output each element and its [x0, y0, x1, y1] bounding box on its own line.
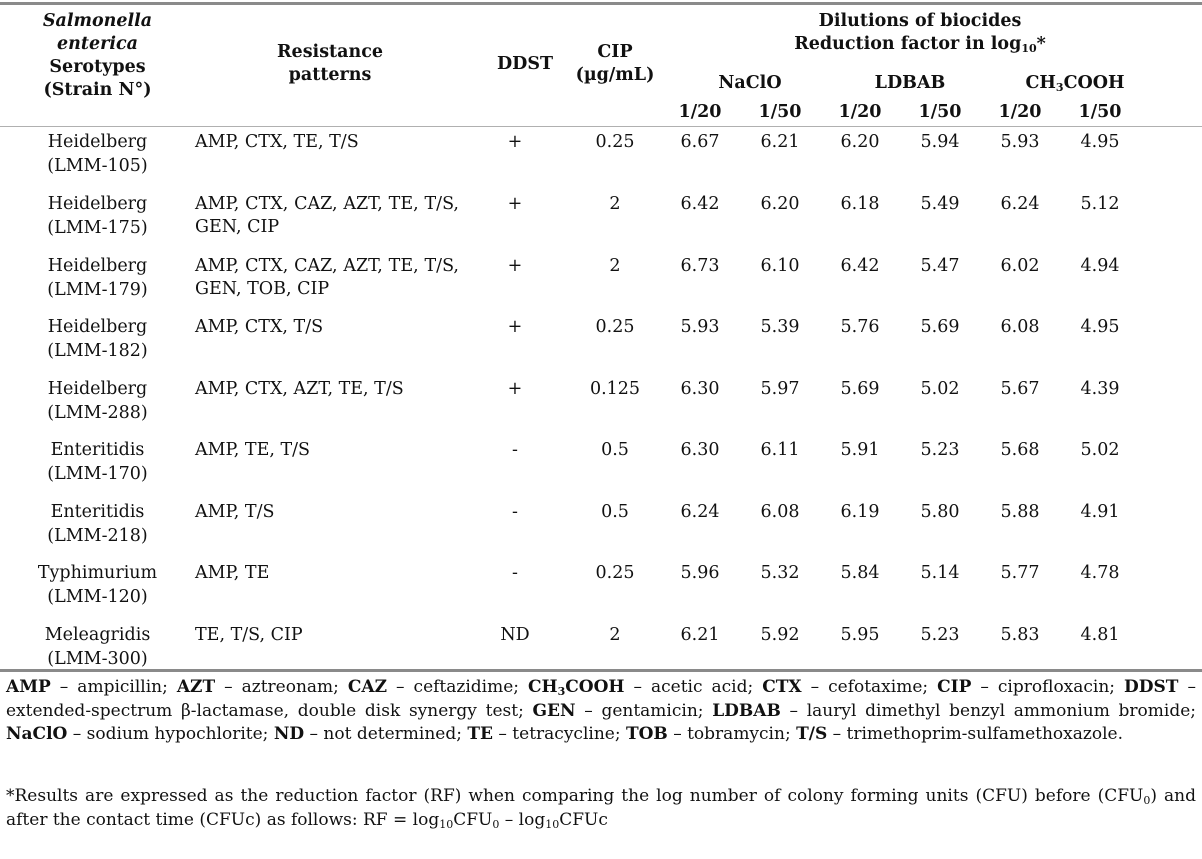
row-resistance-pattern: AMP, CTX, AZT, TE, T/S: [195, 379, 404, 399]
row-cip: 0.5: [601, 502, 629, 522]
row-reduction-value: 6.67: [680, 132, 720, 152]
row-ddst: ND: [500, 625, 530, 645]
row-reduction-value: 4.78: [1080, 563, 1120, 583]
row-reduction-value: 6.02: [1000, 256, 1040, 276]
abbreviation-definition: – gentamicin;: [575, 700, 713, 721]
row-reduction-value: 5.02: [1080, 440, 1120, 460]
biocide-header-ldbab: LDBAB: [874, 73, 946, 93]
col-header-ddst: DDST: [496, 54, 553, 74]
abbreviation-term: ND: [273, 724, 305, 744]
dilution-header: 1/50: [758, 102, 802, 122]
abbreviation-definition: – extended-spectrum β-lactamase, double disk synergy test;: [6, 677, 1196, 721]
abbreviation-definition: – tobramycin;: [667, 724, 797, 744]
row-serotype: Typhimurium: [37, 563, 158, 583]
row-resistance-pattern: AMP, T/S: [195, 502, 275, 522]
row-reduction-value: 5.23: [920, 625, 960, 645]
row-reduction-value: 5.49: [920, 194, 960, 214]
col-header-patterns: patterns: [288, 65, 372, 85]
col-header-strain: (Strain N°): [43, 80, 152, 100]
abbreviation-definition: – not determined;: [304, 724, 468, 744]
row-reduction-value: 4.81: [1080, 625, 1120, 645]
row-reduction-value: 5.84: [840, 563, 880, 583]
row-reduction-value: 5.93: [680, 317, 720, 337]
row-reduction-value: 5.96: [680, 563, 720, 583]
dilution-header: 1/20: [838, 102, 882, 122]
abbreviation-definition: – tetracycline;: [493, 724, 626, 744]
abbreviation-definition: – trimethoprim-sulfamethoxazole.: [827, 724, 1123, 744]
row-ddst: +: [507, 256, 523, 276]
table-bottom-rule: [0, 669, 1202, 672]
row-reduction-value: 5.67: [1000, 379, 1040, 399]
biocide-header-acetic: $CH_3COOH$: [1025, 73, 1125, 94]
abbreviation-definition: – ampicillin;: [50, 677, 177, 697]
row-cip: 0.125: [589, 379, 641, 399]
biocide-header-naclo: NaClO: [718, 73, 782, 93]
row-reduction-value: 5.23: [920, 440, 960, 460]
row-serotype: Meleagridis: [44, 625, 151, 645]
row-reduction-value: 6.42: [840, 256, 880, 276]
group-header-reduction: Reduction factor in $\log_{10}*$: [794, 34, 1046, 55]
row-reduction-value: 6.42: [680, 194, 720, 214]
reduction-factor-note: *Results are expressed as the reduction factor (RF) when comparing the log number of colony forming units (CFU) before $(CFU_0)$ and after the contact time (CFUc) as follows: RF = $\log_{10}CFU_0$ – $\log_{10}CFUc$: [6, 786, 1196, 831]
col-header-species-1: Salmonella: [42, 11, 153, 31]
row-serotype: Heidelberg: [47, 256, 148, 276]
abbreviation-term: T/S: [796, 724, 828, 744]
abbreviation-term: CAZ: [347, 677, 388, 697]
abbreviation-definition: – aztreonam;: [215, 677, 348, 697]
table-top-rule: [0, 2, 1202, 5]
row-cip: 0.25: [595, 132, 635, 152]
row-resistance-pattern: AMP, CTX, TE, T/S: [195, 132, 359, 152]
group-header-dilutions: Dilutions of biocides: [818, 11, 1022, 31]
row-reduction-value: 5.12: [1080, 194, 1120, 214]
row-ddst: +: [507, 194, 523, 214]
abbreviation-term: LDBAB: [712, 700, 781, 721]
row-resistance-pattern: AMP, CTX, CAZ, AZT, TE, T/S, GEN, TOB, CIP: [195, 256, 459, 299]
row-reduction-value: 6.20: [760, 194, 800, 214]
row-reduction-value: 6.08: [760, 502, 800, 522]
dilution-header: 1/50: [918, 102, 962, 122]
row-reduction-value: 5.92: [760, 625, 800, 645]
row-reduction-value: 4.39: [1080, 379, 1120, 399]
row-reduction-value: 5.91: [840, 440, 880, 460]
row-strain: (LMM-120): [47, 587, 148, 607]
abbreviation-term: TE: [467, 724, 493, 744]
row-strain: (LMM-179): [47, 280, 148, 300]
row-reduction-value: 5.32: [760, 563, 800, 583]
row-reduction-value: 5.68: [1000, 440, 1040, 460]
row-reduction-value: 4.95: [1080, 132, 1120, 152]
row-reduction-value: 5.76: [840, 317, 880, 337]
row-serotype: Enteritidis: [50, 440, 145, 460]
abbreviation-term: GEN: [532, 700, 576, 721]
abbreviations-note: [6, 676, 1196, 747]
abbreviation-term: AZT: [176, 677, 216, 697]
row-reduction-value: 6.73: [680, 256, 720, 276]
row-reduction-value: 6.19: [840, 502, 880, 522]
header-bottom-rule: [0, 126, 1202, 127]
row-cip: 2: [609, 256, 621, 276]
row-ddst: -: [512, 502, 518, 522]
row-ddst: +: [507, 132, 523, 152]
row-strain: (LMM-170): [47, 464, 148, 484]
row-reduction-value: 4.91: [1080, 502, 1120, 522]
row-strain: (LMM-300): [47, 649, 148, 669]
row-cip: 2: [609, 194, 621, 214]
abbreviation-definition: – sodium hypochlorite;: [67, 724, 274, 744]
dilution-header: 1/20: [998, 102, 1042, 122]
row-ddst: +: [507, 317, 523, 337]
dilution-header: 1/20: [678, 102, 722, 122]
row-reduction-value: 5.69: [920, 317, 960, 337]
col-header-cip: CIP: [597, 42, 633, 62]
abbreviation-definition: – ceftazidime;: [387, 677, 529, 697]
row-resistance-pattern: AMP, TE: [195, 563, 270, 583]
abbreviation-term: $CH_3COOH$: [528, 677, 625, 698]
row-reduction-value: 6.24: [1000, 194, 1040, 214]
abbreviation-definition: – ciprofloxacin;: [971, 677, 1125, 697]
row-serotype: Heidelberg: [47, 317, 148, 337]
row-serotype: Heidelberg: [47, 379, 148, 399]
abbreviation-term: CTX: [762, 677, 802, 697]
row-reduction-value: 4.94: [1080, 256, 1120, 276]
row-cip: 0.25: [595, 317, 635, 337]
row-strain: (LMM-175): [47, 218, 148, 238]
row-reduction-value: 5.88: [1000, 502, 1040, 522]
row-reduction-value: 6.11: [760, 440, 800, 460]
row-strain: (LMM-105): [47, 156, 148, 176]
row-ddst: +: [507, 379, 523, 399]
row-strain: (LMM-182): [47, 341, 148, 361]
row-reduction-value: 6.21: [760, 132, 800, 152]
row-reduction-value: 6.20: [840, 132, 880, 152]
row-reduction-value: 5.47: [920, 256, 960, 276]
abbreviation-term: AMP: [6, 677, 51, 697]
row-strain: (LMM-288): [47, 403, 148, 423]
row-serotype: Heidelberg: [47, 132, 148, 152]
row-resistance-pattern: AMP, TE, T/S: [195, 440, 311, 460]
col-header-cip-unit: (µg/mL): [575, 65, 655, 85]
row-serotype: Heidelberg: [47, 194, 148, 214]
row-resistance-pattern: AMP, CTX, T/S: [195, 317, 324, 337]
abbreviation-term: DDST: [1124, 677, 1179, 697]
col-header-serotypes: Serotypes: [49, 57, 146, 77]
row-reduction-value: 5.80: [920, 502, 960, 522]
row-reduction-value: 6.30: [680, 379, 720, 399]
row-reduction-value: 4.95: [1080, 317, 1120, 337]
row-resistance-pattern: TE, T/S, CIP: [195, 625, 303, 645]
abbreviation-definition: – cefotaxime;: [801, 677, 938, 697]
abbreviation-definition: – acetic acid;: [624, 677, 763, 697]
row-reduction-value: 6.30: [680, 440, 720, 460]
abbreviation-term: CIP: [937, 677, 972, 697]
row-reduction-value: 6.24: [680, 502, 720, 522]
row-reduction-value: 6.18: [840, 194, 880, 214]
row-serotype: Enteritidis: [50, 502, 145, 522]
row-reduction-value: 6.08: [1000, 317, 1040, 337]
row-resistance-pattern: AMP, CTX, CAZ, AZT, TE, T/S, GEN, CIP: [195, 194, 459, 237]
row-reduction-value: 5.02: [920, 379, 960, 399]
row-reduction-value: 6.21: [680, 625, 720, 645]
abbreviation-term: TOB: [625, 724, 668, 744]
col-header-resistance: Resistance: [277, 42, 383, 62]
col-header-species-2: enterica: [57, 34, 138, 54]
row-cip: 0.5: [601, 440, 629, 460]
row-reduction-value: 6.10: [760, 256, 800, 276]
row-reduction-value: 5.95: [840, 625, 880, 645]
row-reduction-value: 5.94: [920, 132, 960, 152]
row-cip: 2: [609, 625, 621, 645]
row-reduction-value: 5.69: [840, 379, 880, 399]
row-reduction-value: 5.77: [1000, 563, 1040, 583]
row-strain: (LMM-218): [47, 526, 148, 546]
row-reduction-value: 5.93: [1000, 132, 1040, 152]
row-reduction-value: 5.83: [1000, 625, 1040, 645]
row-ddst: -: [512, 440, 518, 460]
abbreviation-definition: – lauryl dimethyl benzyl ammonium bromide;: [780, 700, 1196, 721]
row-ddst: -: [512, 563, 518, 583]
row-cip: 0.25: [595, 563, 635, 583]
abbreviation-term: NaClO: [6, 724, 68, 744]
row-reduction-value: 5.14: [920, 563, 960, 583]
dilution-header: 1/50: [1078, 102, 1122, 122]
row-reduction-value: 5.97: [760, 379, 800, 399]
row-reduction-value: 5.39: [760, 317, 800, 337]
